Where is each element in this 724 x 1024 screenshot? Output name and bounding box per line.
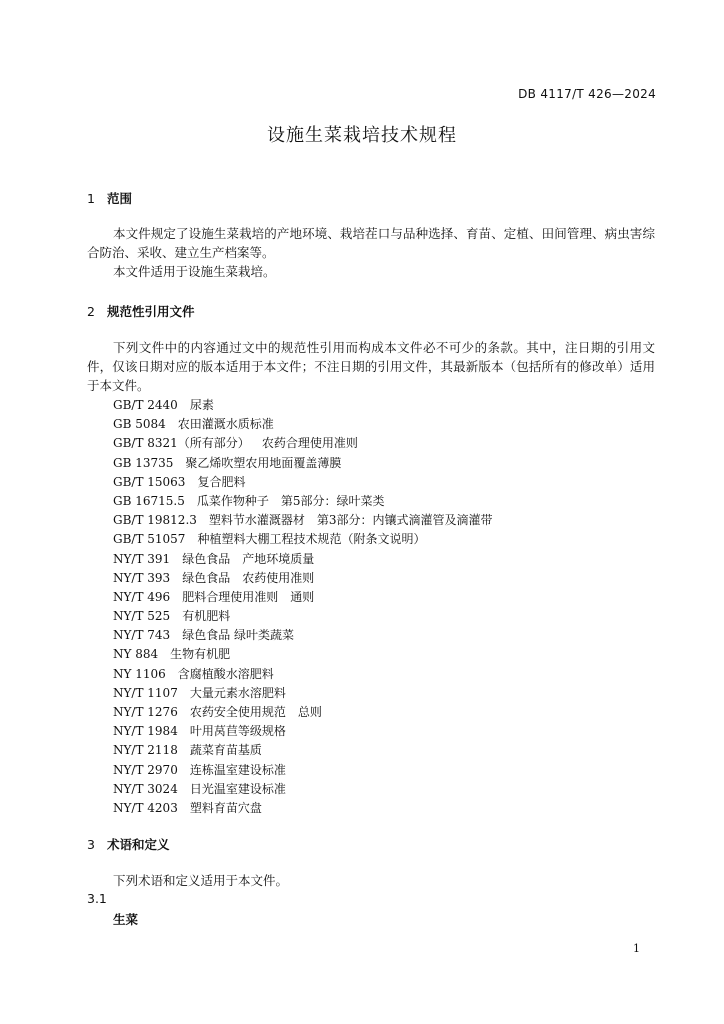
reference-code: NY/T 496 xyxy=(113,589,171,604)
reference-title: 绿色食品 绿叶类蔬菜 xyxy=(182,628,295,643)
section-number: 2 xyxy=(87,304,95,319)
reference-item xyxy=(113,607,493,626)
reference-code: NY/T 1984 xyxy=(113,724,178,739)
section-heading-normative-references xyxy=(87,302,195,320)
reference-item xyxy=(113,511,493,530)
scope-applicability: 本文件适用于设施生菜栽培。 xyxy=(113,264,276,279)
reference-code: GB/T 19812.3 xyxy=(113,513,197,528)
reference-title: 农药安全使用规范 总则 xyxy=(189,705,322,719)
reference-item xyxy=(113,722,493,741)
reference-item xyxy=(113,741,493,760)
reference-code: GB/T 51057 xyxy=(113,532,186,547)
reference-title: 塑料节水灌溉器材 第3部分：内镶式滴灌管及滴灌带 xyxy=(208,513,493,528)
reference-item xyxy=(113,665,493,684)
term-name: 生菜 xyxy=(113,912,139,927)
reference-item xyxy=(113,684,493,703)
reference-code: GB/T 2440 xyxy=(113,398,178,412)
reference-title: 大量元素水溶肥料 xyxy=(189,685,286,700)
page-number: 1 xyxy=(633,942,640,955)
reference-item xyxy=(113,761,493,780)
reference-title: 种植塑料大棚工程技术规范（附条文说明） xyxy=(197,532,426,547)
reference-item xyxy=(113,569,493,588)
reference-code: NY/T 1107 xyxy=(113,685,178,700)
reference-code: NY/T 2970 xyxy=(113,762,178,777)
reference-title: 聚乙烯吹塑农用地面覆盖薄膜 xyxy=(185,455,342,470)
reference-item xyxy=(113,434,493,453)
reference-title: 有机肥料 xyxy=(182,609,231,624)
reference-item xyxy=(113,396,493,415)
reference-item xyxy=(113,588,493,607)
reference-title: 叶用莴苣等级规格 xyxy=(189,724,286,739)
reference-code: NY 1106 xyxy=(113,666,166,681)
reference-title: 肥料合理使用准则 通则 xyxy=(182,589,315,604)
references-intro-paragraph: 下列文件中的内容通过文中的规范性引用而构成本文件必不可少的条款。其中，注日期的引用文件，仅该日期对应的版本适用于本文件；不注日期的引用文件，其最新版本（包括所有的修改单）适用于本文件。 xyxy=(87,340,655,393)
section-title: 范围 xyxy=(107,191,133,206)
reference-title: 生物有机肥 xyxy=(170,647,231,662)
reference-title: 绿色食品 产地环境质量 xyxy=(182,551,315,566)
terms-intro: 下列术语和定义适用于本文件。 xyxy=(113,873,289,888)
reference-title: 瓜菜作物种子 第5部分：绿叶菜类 xyxy=(196,493,385,508)
reference-item xyxy=(113,454,493,473)
section-title: 规范性引用文件 xyxy=(107,304,195,319)
reference-title: 含腐植酸水溶肥料 xyxy=(177,666,274,681)
reference-title: 农药合理使用准则 xyxy=(261,436,358,451)
section-number: 3 xyxy=(87,837,95,852)
reference-item xyxy=(113,415,493,434)
reference-item xyxy=(113,626,493,645)
reference-title: 蔬菜育苗基质 xyxy=(189,743,262,758)
reference-title: 尿素 xyxy=(189,398,214,412)
reference-code: NY/T 391 xyxy=(113,551,171,566)
reference-code: NY/T 2118 xyxy=(113,743,178,758)
document-title: 设施生菜栽培技术规程 xyxy=(267,125,457,146)
reference-item xyxy=(113,473,493,492)
section-title: 术语和定义 xyxy=(107,837,170,852)
reference-item xyxy=(113,780,493,799)
reference-title: 塑料育苗穴盘 xyxy=(189,800,262,815)
section-heading-terms xyxy=(87,835,170,853)
document-code: DB 4117/T 426—2024 xyxy=(518,87,656,101)
reference-item xyxy=(113,530,493,549)
reference-title: 连栋温室建设标准 xyxy=(189,762,286,777)
reference-code: NY/T 743 xyxy=(113,628,171,643)
reference-item xyxy=(113,703,493,722)
clause-number: 3.1 xyxy=(87,891,107,906)
reference-item xyxy=(113,645,493,664)
reference-title: 农田灌溉水质标准 xyxy=(177,417,274,432)
reference-title: 复合肥料 xyxy=(197,474,246,489)
reference-item xyxy=(113,492,493,511)
reference-title: 日光温室建设标准 xyxy=(189,781,286,796)
reference-code: NY/T 393 xyxy=(113,570,171,585)
reference-title: 绿色食品 农药使用准则 xyxy=(182,570,315,585)
reference-item xyxy=(113,799,493,818)
reference-code: NY/T 3024 xyxy=(113,781,178,796)
section-heading-scope xyxy=(87,189,132,207)
section-number: 1 xyxy=(87,191,95,206)
reference-code: GB/T 15063 xyxy=(113,474,186,489)
reference-code: NY/T 525 xyxy=(113,609,171,624)
reference-code: GB/T 8321（所有部分） xyxy=(113,436,250,451)
reference-code: NY/T 4203 xyxy=(113,800,178,815)
reference-code: GB 5084 xyxy=(113,417,166,432)
scope-paragraph: 本文件规定了设施生菜栽培的产地环境、栽培茬口与品种选择、育苗、定植、田间管理、病虫害综合防治、采收、建立生产档案等。 xyxy=(87,226,655,260)
reference-code: GB 13735 xyxy=(113,455,174,470)
reference-item xyxy=(113,550,493,569)
reference-code: NY/T 1276 xyxy=(113,705,178,719)
reference-code: GB 16715.5 xyxy=(113,493,185,508)
reference-list xyxy=(113,396,493,818)
reference-code: NY 884 xyxy=(113,647,159,662)
